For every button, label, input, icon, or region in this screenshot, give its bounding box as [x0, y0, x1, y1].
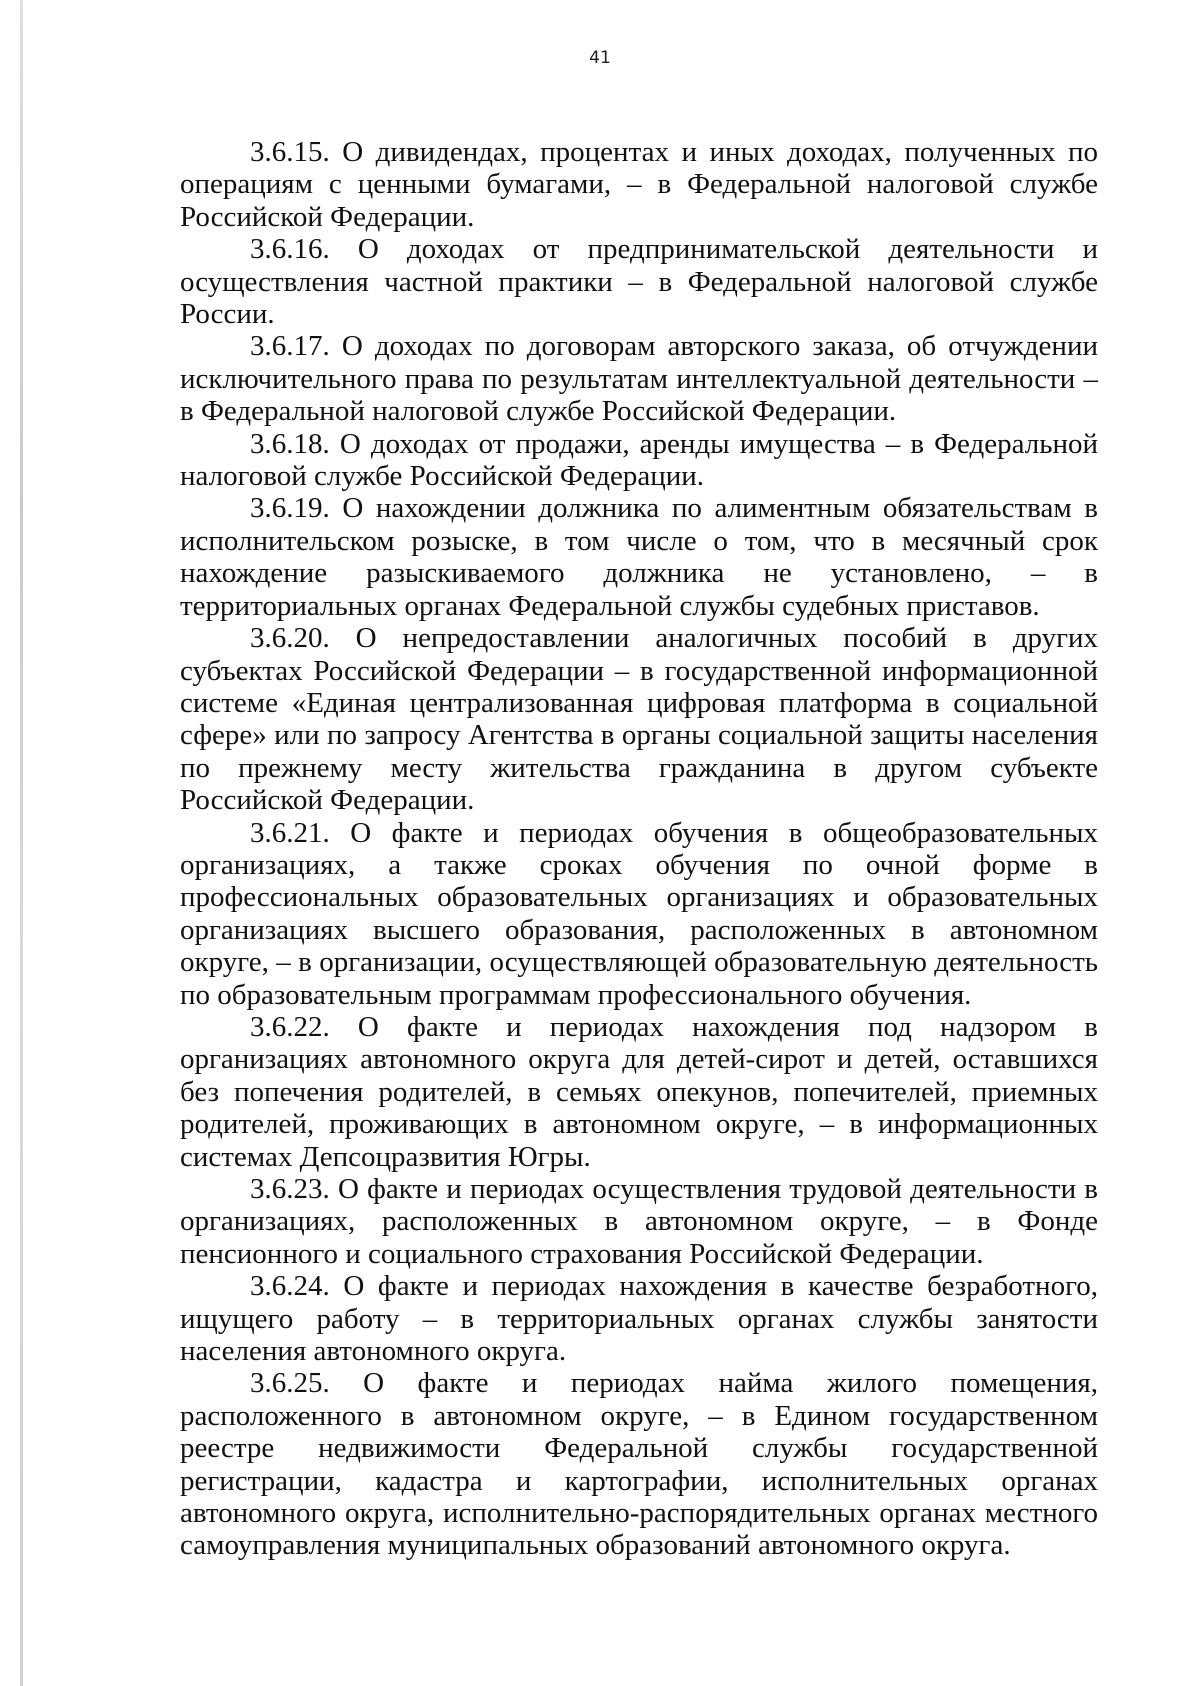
document-body	[180, 136, 1098, 1562]
paragraph-3-6-16: 3.6.16. О доходах от предпринимательской деятельности и осуществления частной практики – в Федеральной налоговой службе России.	[180, 233, 1098, 331]
paragraph-3-6-18: 3.6.18. О доходах от продажи, аренды имущества – в Федеральной налоговой службе Российской Федерации.	[180, 427, 1098, 493]
paragraph-3-6-20: 3.6.20. О непредоставлении аналогичных пособий в других субъектах Российской Федерации – в государственной информационной системе «Единая централизованная цифровая платформа в социальной сфере» или по запросу Агентства в органы социальной защиты населения по прежнему месту жительства гражданина в другом субъекте Российской Федерации.	[180, 622, 1098, 817]
page-number: 41	[589, 48, 611, 68]
paragraph-3-6-21: 3.6.21. О факте и периодах обучения в общеобразовательных организациях, а также сроках обучения по очной форме в профессиональных образовательных организациях и образовательных организациях высшего образования, расположенных в автономном округе, – в организации, осуществляющей образовательную деятельность по образовательным программам профессионального обучения.	[180, 816, 1098, 1011]
paragraph-3-6-22: 3.6.22. О факте и периодах нахождения под надзором в организациях автономного округа для детей-сирот и детей, оставшихся без попечения родителей, в семьях опекунов, попечителей, приемных родителей, проживающих в автономном округе, – в информационных системах Депсоцразвития Югры.	[180, 1010, 1098, 1173]
paragraph-3-6-19: 3.6.19. О нахождении должника по алиментным обязательствам в исполнительском розыске, в том числе о том, что в месячный срок нахождение разыскиваемого должника не установлено, – в территориальных органах Федеральной службы судебных приставов.	[180, 492, 1098, 622]
scan-edge-shadow	[20, 0, 23, 1686]
paragraph-3-6-23: 3.6.23. О факте и периодах осуществления трудовой деятельности в организациях, расположенных в автономном округе, – в Фонде пенсионного и социального страхования Российской Федерации.	[180, 1173, 1098, 1270]
paragraph-3-6-24: 3.6.24. О факте и периодах нахождения в качестве безработного, ищущего работу – в территориальных органах службы занятости населения автономного округа.	[180, 1270, 1098, 1368]
paragraph-3-6-25: 3.6.25. О факте и периодах найма жилого помещения, расположенного в автономном округе, – в Едином государственном реестре недвижимости Федеральной службы государственной регистрации, кадастра и картографии, исполнительных органах автономного округа, исполнительно-распорядительных органах местного самоуправления муниципальных образований автономного округа.	[180, 1367, 1098, 1562]
paragraph-3-6-15: 3.6.15. О дивидендах, процентах и иных доходах, полученных по операциям с ценными бумагами, – в Федеральной налоговой службе Российской Федерации.	[180, 136, 1098, 233]
paragraph-3-6-17: 3.6.17. О доходах по договорам авторского заказа, об отчуждении исключительного права по результатам интеллектуальной деятельности – в Федеральной налоговой службе Российской Федерации.	[180, 330, 1098, 428]
